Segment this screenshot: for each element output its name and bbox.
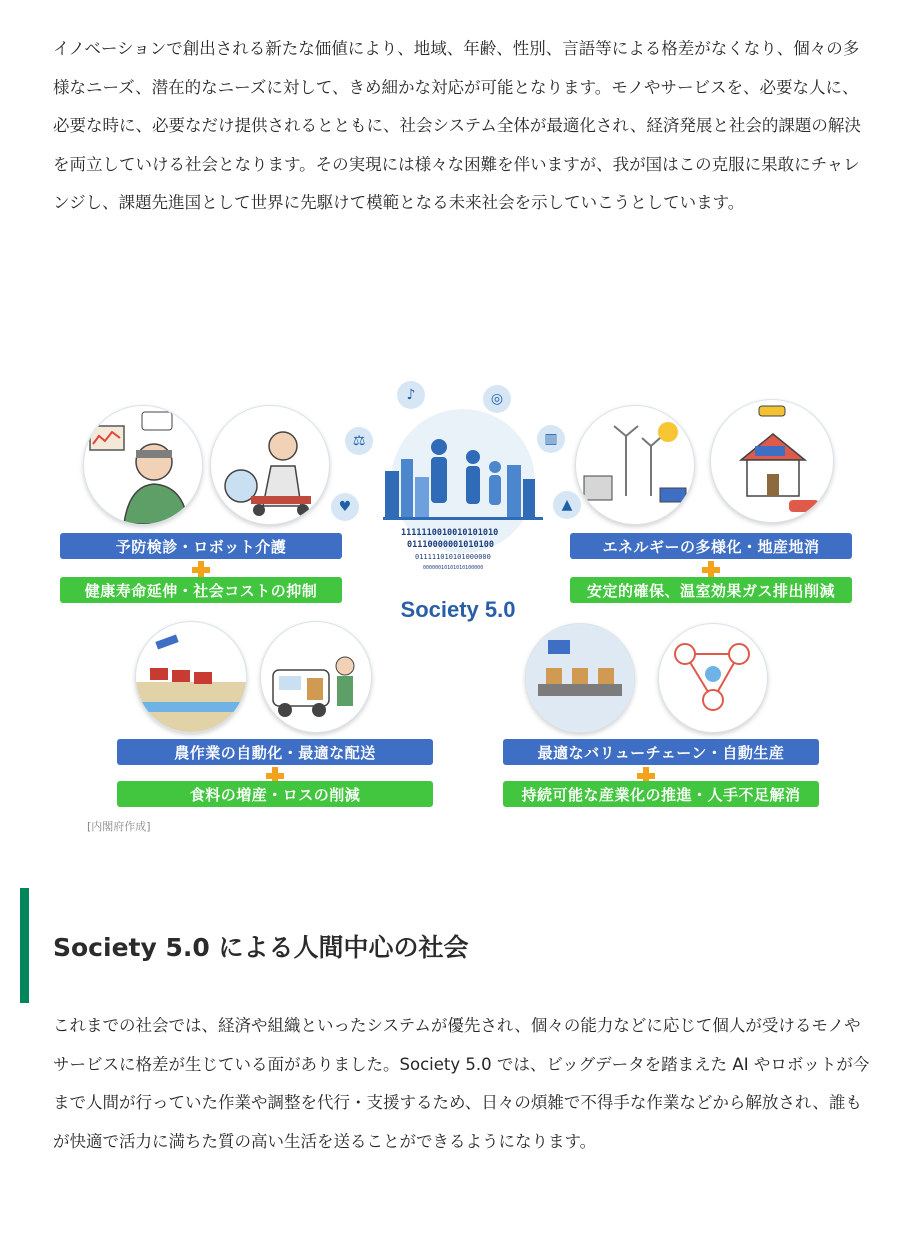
illustration-network-production	[658, 623, 768, 733]
bar-industry-blue: 最適なバリューチェーン・自動生産	[503, 739, 819, 765]
illustration-auto-delivery	[260, 621, 372, 733]
illustration-supply-chain	[525, 623, 635, 733]
bar-energy-green: 安定的確保、温室効果ガス排出削減	[570, 577, 852, 603]
heart-icon: ♥	[331, 493, 359, 521]
illustration-robot-care	[210, 405, 330, 525]
section-paragraph: これまでの社会では、経済や組織といったシステムが優先され、個々の能力などに応じて個人が受けるモノやサービスに格差が生じている面がありました。Society 5.0 では、ビッグデータを踏まえた AI やロボットが今まで人間が行っていた作業や調整を代行・支援するため、日々の煩雑で不得手な作業などから解放され、誰もが快適で活力に満ちた質の高い生活を送ることができるようになります。	[53, 1016, 870, 1151]
music-note-icon: ♪	[397, 381, 425, 409]
section-title: Society 5.0 による人間中心の社会	[53, 933, 469, 962]
section-accent-bar	[20, 888, 29, 1003]
scales-icon: ⚖	[345, 427, 373, 455]
society-globe-illustration	[377, 405, 549, 585]
society-center-label: Society 5.0	[400, 597, 516, 622]
binary-line-4: 00000010101010100000	[423, 565, 484, 571]
figure-credit: [内閣府作成]	[87, 820, 151, 833]
illustration-health-checkup	[83, 405, 203, 525]
binary-line-1: 1111110010010101010	[401, 528, 499, 538]
bar-industry-green: 持続可能な産業化の推進・人手不足解消	[503, 781, 819, 807]
binary-line-2: 01110000001010100	[407, 540, 494, 550]
illustration-renewable-energy	[575, 405, 695, 525]
intro-paragraph: イノベーションで創出される新たな価値により、地域、年齢、性別、言語等による格差がなくなり、個々の多様なニーズ、潜在的なニーズに対して、きめ細かな対応が可能となります。モノやサービスを、必要な人に、必要な時に、必要なだけ提供されるとともに、社会システム全体が最適化され、経済発展と社会的課題の解決を両立していける社会となります。その実現には様々な困難を伴いますが、我が国はこの克服に果敢にチャレンジし、課題先進国として世界に先駆けて模範となる未来社会を示していこうとしています。	[53, 39, 861, 213]
illustration-smart-home	[710, 399, 834, 523]
factory-icon: ▥	[537, 425, 565, 453]
bar-farming-blue: 農作業の自動化・最適な配送	[117, 739, 433, 765]
illustration-smart-farming	[135, 621, 247, 733]
binary-line-3: 011111010101000000	[415, 553, 491, 561]
bar-health-blue: 予防検診・ロボット介護	[60, 533, 342, 559]
society5-figure	[55, 375, 865, 835]
capsule-icon: ◎	[483, 385, 511, 413]
graduation-cap-icon: ▲	[553, 491, 581, 519]
bar-farming-green: 食料の増産・ロスの削減	[117, 781, 433, 807]
bar-health-green: 健康寿命延伸・社会コストの抑制	[60, 577, 342, 603]
bar-energy-blue: エネルギーの多様化・地産地消	[570, 533, 852, 559]
